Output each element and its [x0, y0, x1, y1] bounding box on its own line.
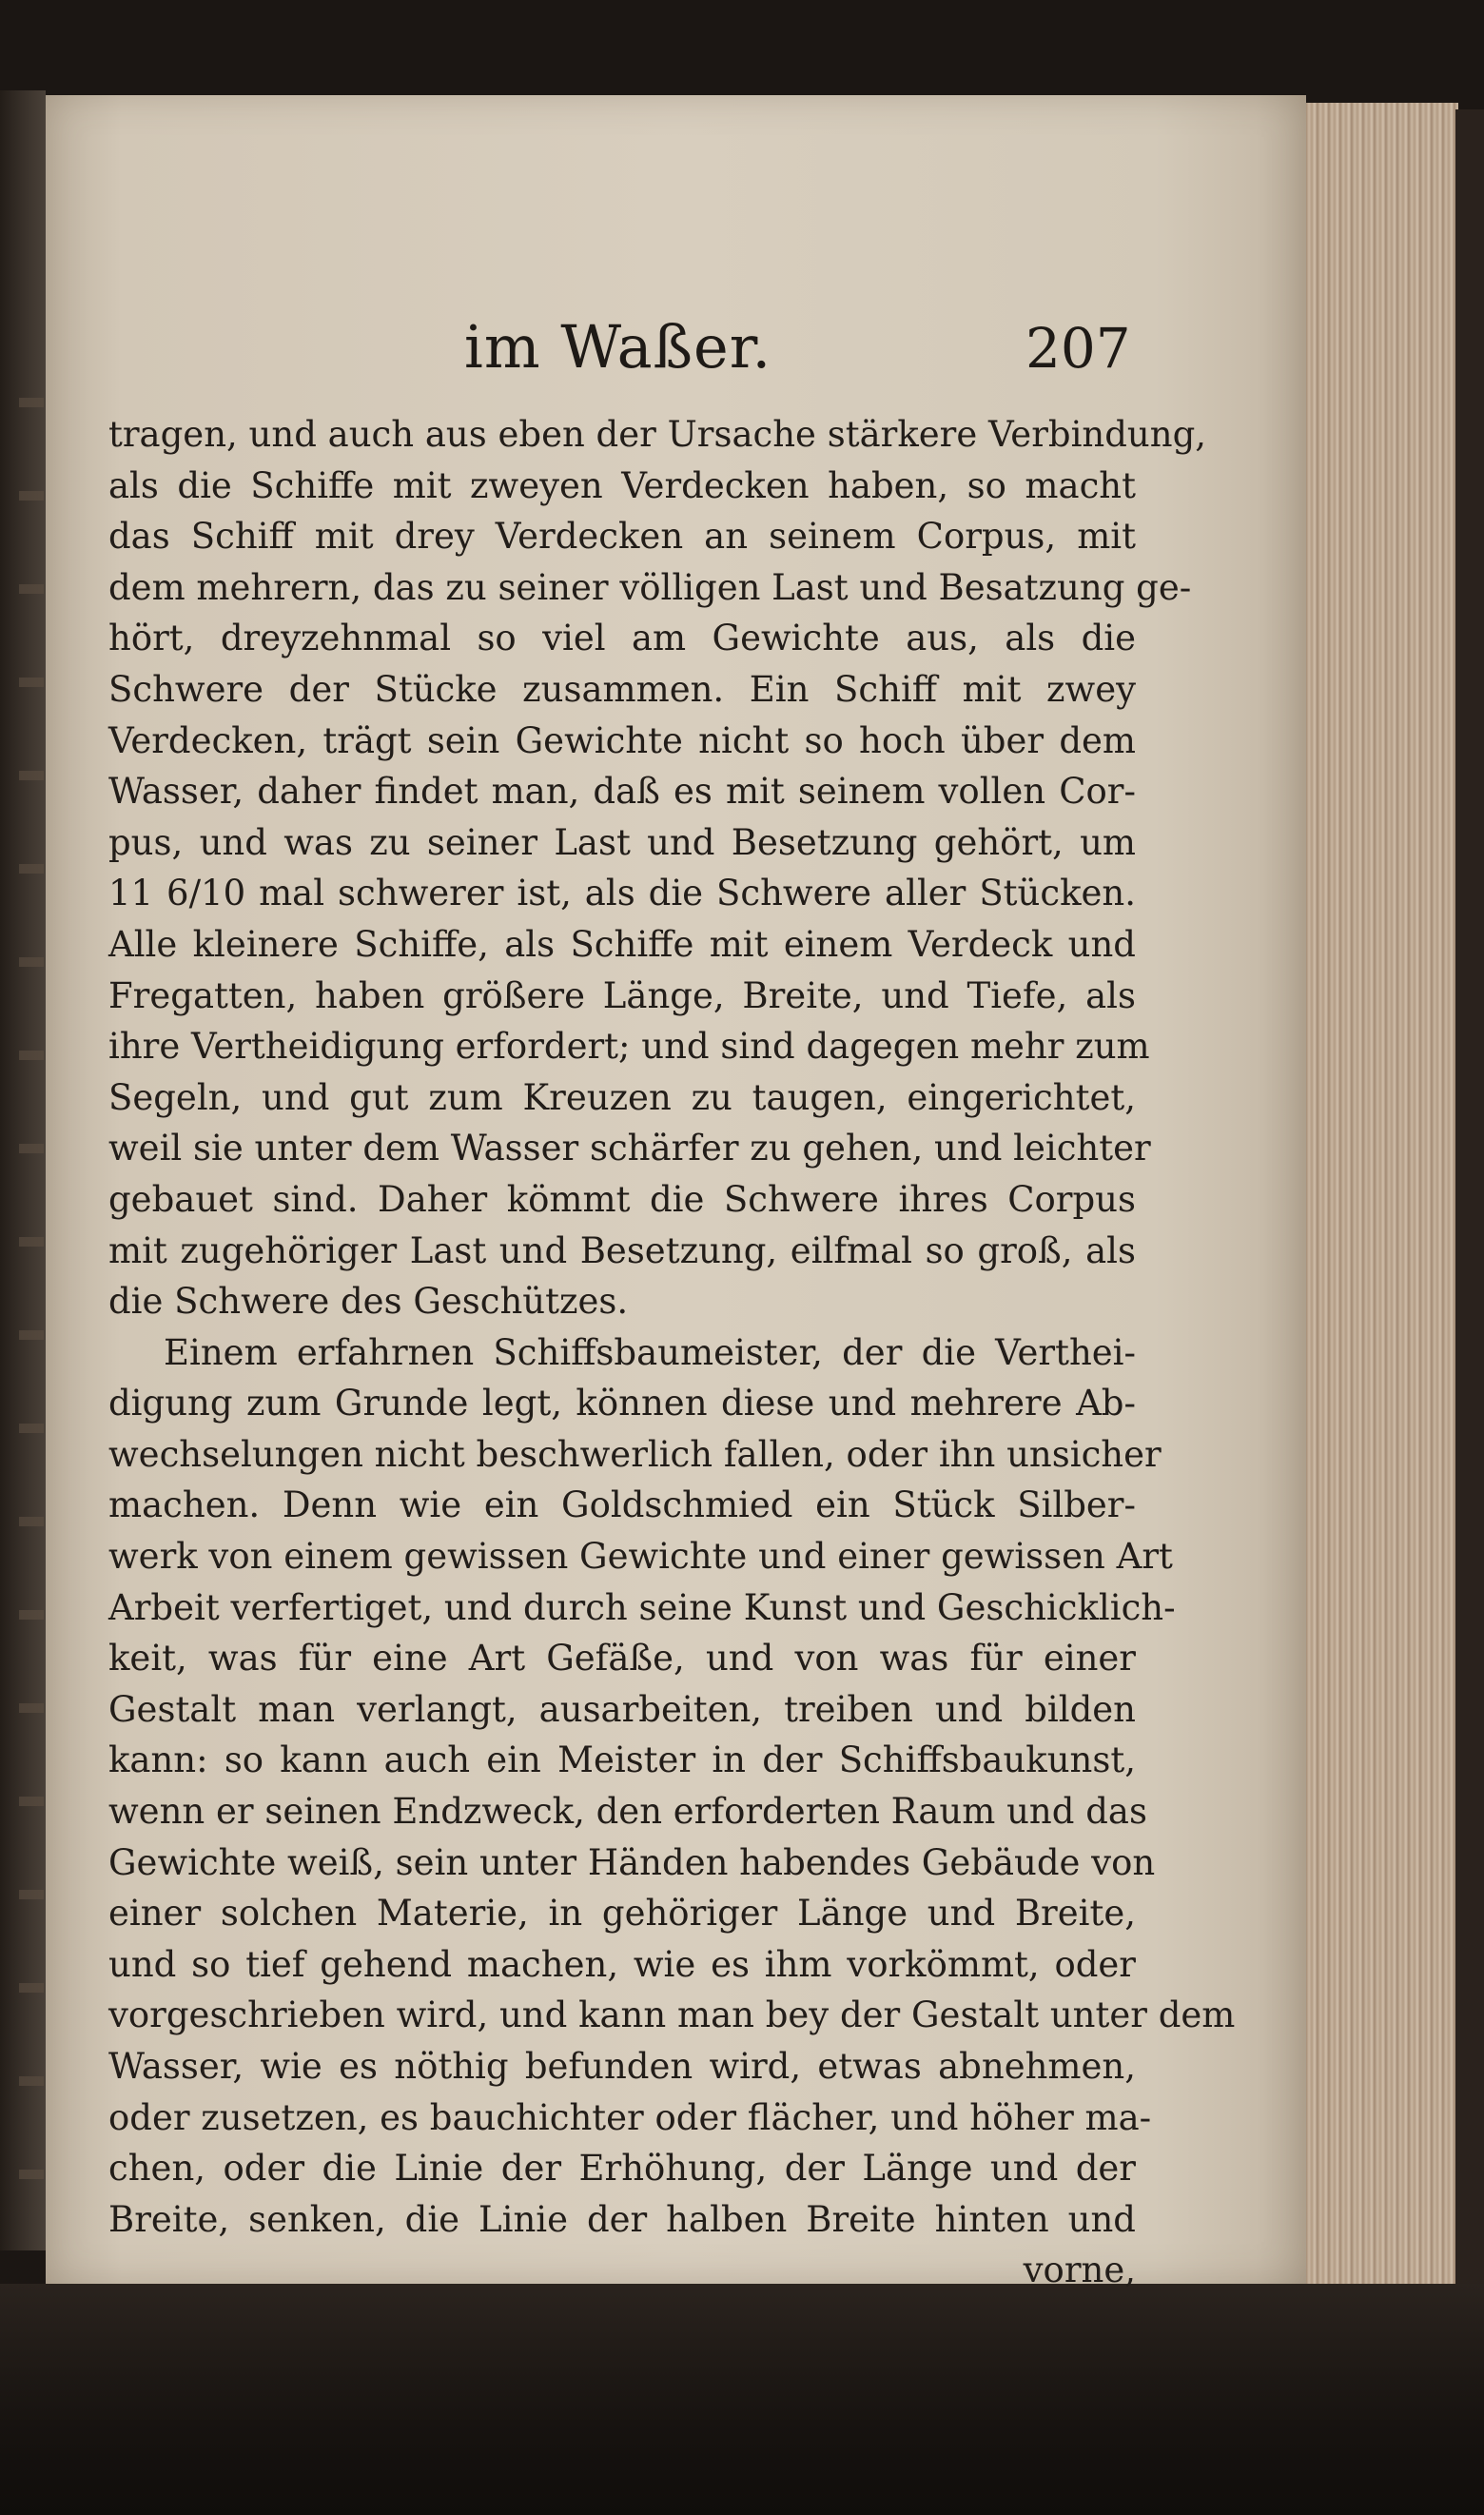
text-line: Wasser, wie es nöthig befunden wird, etwas abnehmen,: [108, 2046, 1136, 2087]
text-line: oder zusetzen, es bauchichter oder flächer, und höher ma-: [108, 2096, 1152, 2138]
text-line: wechselungen nicht beschwerlich fallen, oder ihn unsicher: [108, 1433, 1162, 1475]
text-line: dem mehrern, das zu seiner völligen Last und Besatzung ge-: [108, 566, 1192, 608]
text-line: Einem erfahrnen Schiffsbaumeister, der die Verthei-: [164, 1331, 1136, 1373]
text-line: gebauet sind. Daher kömmt die Schwere ihres Corpus: [108, 1178, 1136, 1220]
spine-binding: [19, 314, 44, 2217]
page-block-edges: [1306, 103, 1458, 2358]
text-line: keit, was für eine Art Gefäße, und von was für einer: [108, 1638, 1136, 1680]
book-page: [46, 95, 1306, 2291]
text-line: Fregatten, haben größere Länge, Breite, und Tiefe, als: [108, 974, 1136, 1016]
text-line: werk von einem gewissen Gewichte und einer gewissen Art: [108, 1536, 1173, 1578]
running-head: im Waßer.: [464, 312, 772, 382]
text-line: digung zum Grunde legt, können diese und mehrere Ab-: [108, 1383, 1136, 1425]
text-line: das Schiff mit drey Verdecken an seinem Corpus, mit: [108, 516, 1136, 558]
text-line: Wasser, daher findet man, daß es mit seinem vollen Cor-: [108, 771, 1136, 813]
text-line: Verdecken, trägt sein Gewichte nicht so hoch über dem: [108, 719, 1136, 761]
text-line: Alle kleinere Schiffe, als Schiffe mit einem Verdeck und: [108, 923, 1136, 965]
text-line: kann: so kann auch ein Meister in der Schiffsbaukunst,: [108, 1739, 1136, 1781]
text-line: Breite, senken, die Linie der halben Breite hinten und: [108, 2198, 1136, 2240]
page-number: 207: [1025, 316, 1131, 381]
bottom-shadow: [0, 2284, 1484, 2515]
text-line: Schwere der Stücke zusammen. Ein Schiff mit zwey: [108, 668, 1136, 710]
text-line: wenn er seinen Endzweck, den erforderten Raum und das: [108, 1791, 1147, 1833]
text-line: Segeln, und gut zum Kreuzen zu taugen, eingerichtet,: [108, 1076, 1136, 1118]
book-cover-edge: [1455, 109, 1484, 2336]
body-text: [108, 409, 1236, 2296]
text-line: Gestalt man verlangt, ausarbeiten, treiben und bilden: [108, 1688, 1136, 1730]
text-line: mit zugehöriger Last und Besetzung, eilfmal so groß, als: [108, 1229, 1136, 1271]
text-line: 11 6/10 mal schwerer ist, als die Schwere aller Stücken.: [108, 873, 1136, 914]
text-line: machen. Denn wie ein Goldschmied ein Stück Silber-: [108, 1484, 1136, 1526]
text-line: Arbeit verfertiget, und durch seine Kunst und Geschicklich-: [108, 1586, 1176, 1628]
text-line: und so tief gehend machen, wie es ihm vorkömmt, oder: [108, 1943, 1136, 1985]
catchword: vorne,: [1023, 2250, 1136, 2291]
text-line: Gewichte weiß, sein unter Händen habendes Gebäude von: [108, 1841, 1156, 1883]
text-line: chen, oder die Linie der Erhöhung, der Länge und der: [108, 2148, 1136, 2190]
text-line: tragen, und auch aus eben der Ursache stärkere Verbindung,: [108, 414, 1207, 455]
text-line: als die Schiffe mit zweyen Verdecken haben, so macht: [108, 464, 1136, 506]
text-line: pus, und was zu seiner Last und Besetzung gehört, um: [108, 821, 1136, 863]
text-line: ihre Vertheidigung erfordert; und sind dagegen mehr zum: [108, 1026, 1150, 1068]
text-line: einer solchen Materie, in gehöriger Länge und Breite,: [108, 1893, 1136, 1935]
text-line: weil sie unter dem Wasser schärfer zu gehen, und leichter: [108, 1128, 1151, 1169]
text-line: hört, dreyzehnmal so viel am Gewichte aus, als die: [108, 618, 1136, 659]
text-line: vorgeschrieben wird, und kann man bey der Gestalt unter dem: [108, 1994, 1236, 2036]
text-line: die Schwere des Geschützes.: [108, 1281, 629, 1323]
